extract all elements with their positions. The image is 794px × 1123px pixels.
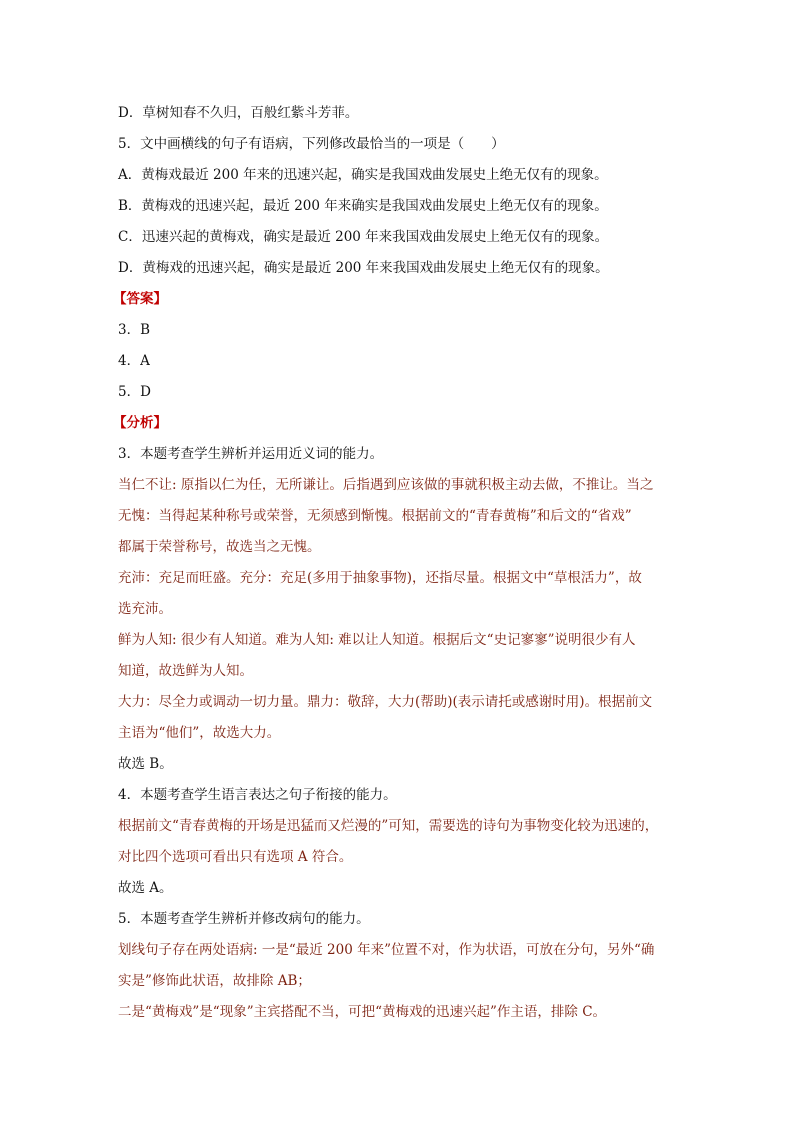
analysis-q4-title: 4．本题考查学生语言表达之句子衔接的能力。 bbox=[118, 787, 397, 803]
analysis-q3-line: 知道，故选鲜为人知。 bbox=[118, 663, 253, 679]
analysis-q3-line: 选充沛。 bbox=[118, 601, 172, 617]
q5-option-b: B．黄梅戏的迅速兴起，最近 200 年来确实是我国戏曲发展史上绝无仅有的现象。 bbox=[118, 198, 608, 214]
answer-3: 3．B bbox=[118, 322, 151, 338]
analysis-q4-conclusion: 故选 A。 bbox=[118, 880, 173, 896]
analysis-q3-line: 都属于荣誉称号，故选当之无愧。 bbox=[118, 539, 321, 555]
analysis-q3-conclusion: 故选 B。 bbox=[118, 756, 173, 772]
analysis-q4-line: 对比四个选项可看出只有选项 A 符合。 bbox=[118, 849, 353, 865]
q5-stem: 5．文中画横线的句子有语病，下列修改最恰当的一项是（ ） bbox=[118, 136, 505, 152]
q5-option-a: A．黄梅戏最近 200 年来的迅速兴起，确实是我国戏曲发展史上绝无仅有的现象。 bbox=[118, 167, 608, 183]
analysis-q5-line: 二是“黄梅戏”是“现象”主宾搭配不当，可把“黄梅戏的迅速兴起”作主语，排除 C。 bbox=[118, 1004, 607, 1020]
analysis-q3-line: 无愧：当得起某种称号或荣誉，无须感到惭愧。根据前文的“青春黄梅”和后文的“省戏” bbox=[118, 508, 632, 524]
analysis-q5-title: 5．本题考查学生辨析并修改病句的能力。 bbox=[118, 911, 370, 927]
analysis-q3-line: 当仁不让: 原指以仁为任，无所谦让。后指遇到应该做的事就积极主动去做，不推让。当之 bbox=[118, 477, 654, 493]
answer-4: 4．A bbox=[118, 353, 150, 369]
q5-option-d: D．黄梅戏的迅速兴起，确实是最近 200 年来我国戏曲发展史上绝无仅有的现象。 bbox=[118, 260, 609, 276]
analysis-q5-line: 划线句子存在两处语病: 一是“最近 200 年来”位置不对，作为状语，可放在分句，另外“确 bbox=[118, 942, 655, 958]
analysis-q3-line: 鲜为人知: 很少有人知道。难为人知: 难以让人知道。根据后文“史记寥寥”说明很少有人 bbox=[118, 632, 636, 648]
analysis-q4-line: 根据前文“青春黄梅的开场是迅猛而又烂漫的”可知，需要选的诗句为事物变化较为迅速的， bbox=[118, 818, 659, 834]
analysis-q3-line: 充沛：充足而旺盛。充分：充足(多用于抽象事物)，还指尽量。根据文中“草根活力”，故 bbox=[118, 570, 642, 586]
q4-option-d: D．草树知春不久归，百般红紫斗芳菲。 bbox=[118, 105, 359, 121]
analysis-q5-line: 实是”修饰此状语，故排除 AB； bbox=[118, 973, 311, 989]
analysis-q3-line: 大力：尽全力或调动一切力量。鼎力：敬辞，大力(帮助)(表示请托或感谢时用)。根据前文 bbox=[118, 694, 653, 710]
answer-heading: 【答案】 bbox=[113, 291, 167, 307]
analysis-heading: 【分析】 bbox=[113, 415, 167, 431]
analysis-q3-line: 主语为“他们”，故选大力。 bbox=[118, 725, 281, 741]
analysis-q3-title: 3．本题考查学生辨析并运用近义词的能力。 bbox=[118, 446, 384, 462]
q5-option-c: C．迅速兴起的黄梅戏，确实是最近 200 年来我国戏曲发展史上绝无仅有的现象。 bbox=[118, 229, 609, 245]
answer-5: 5．D bbox=[118, 384, 151, 400]
